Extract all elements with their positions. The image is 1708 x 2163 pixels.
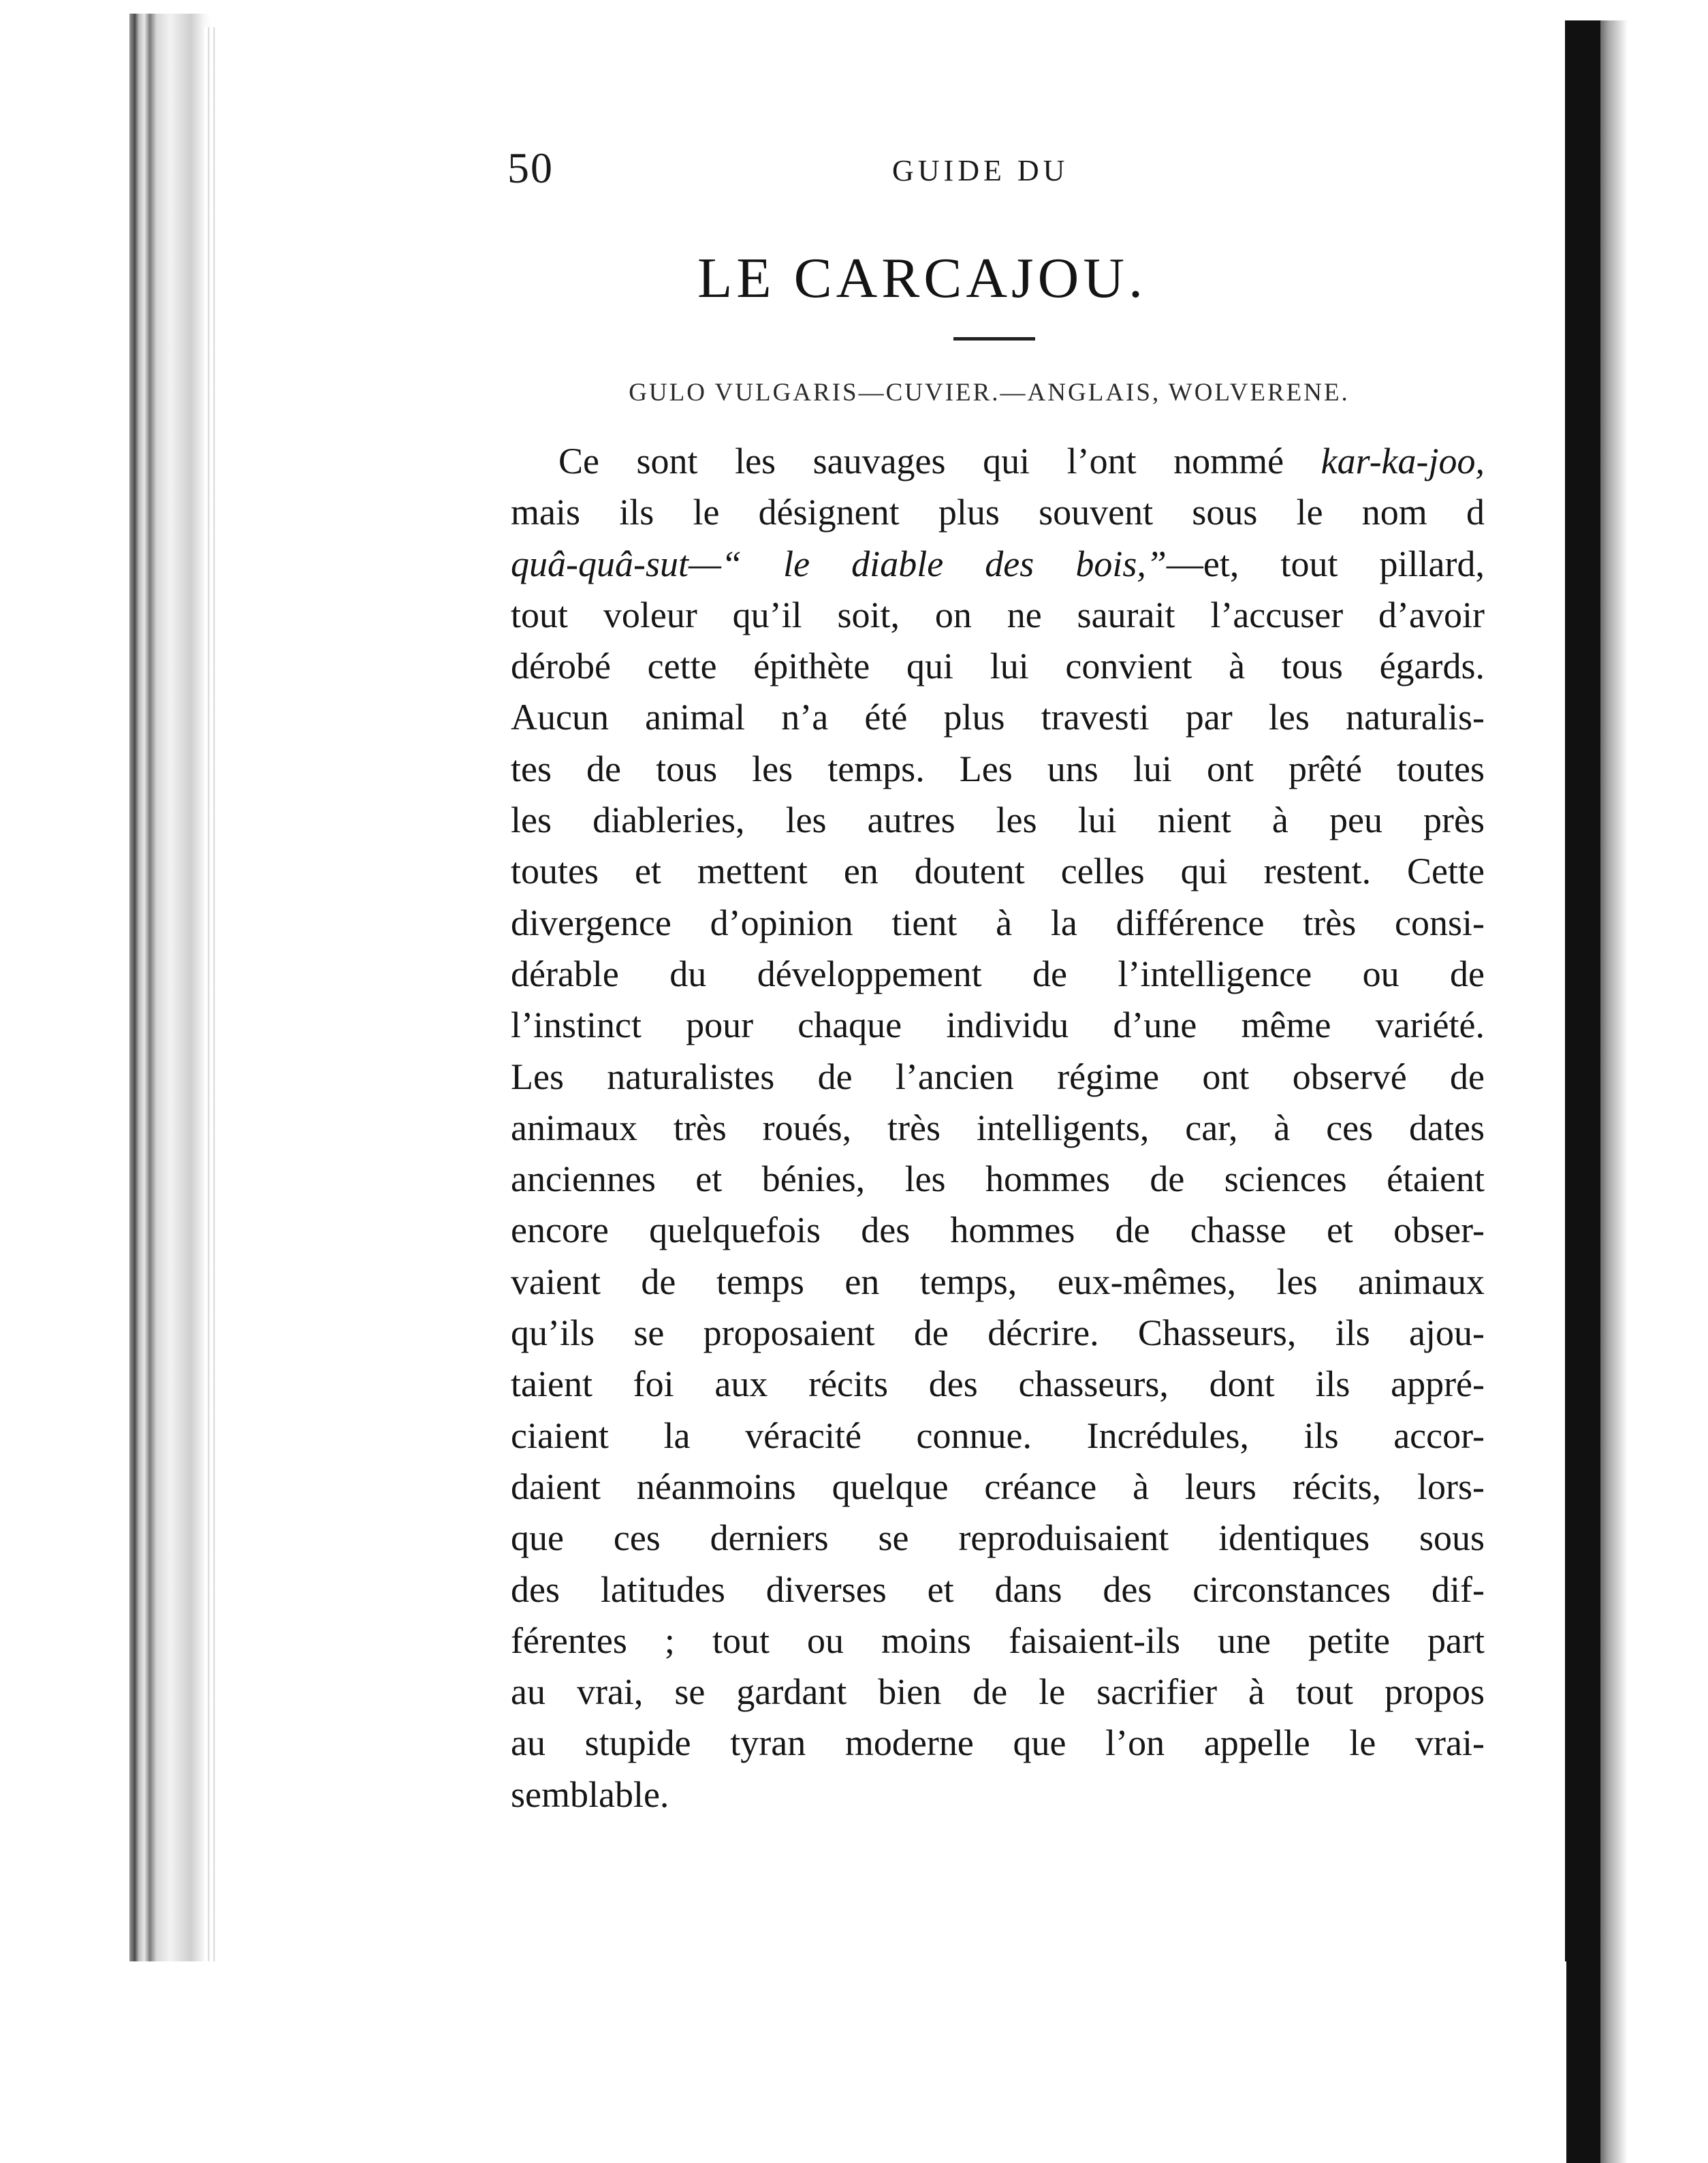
text-line: qu’ils se proposaient de décrire. Chasseurs, ils ajou- (511, 1312, 1485, 1354)
text-line: l’instinct pour chaque individu d’une même variété. (511, 1005, 1485, 1046)
text-line: divergence d’opinion tient à la différence très consi- (511, 902, 1485, 943)
text-line: Ce sont les sauvages qui l’ont nommé kar-ka-joo, (558, 441, 1485, 481)
scan-background-left (0, 0, 129, 2163)
italic-term: quâ-quâ-sut—“ (511, 543, 742, 584)
text-line: vaient de temps en temps, eux-mêmes, les animaux (511, 1261, 1485, 1302)
species-subtitle: GULO VULGARIS—CUVIER.—ANGLAIS, WOLVERENE. (629, 379, 1350, 407)
text-line: quâ-quâ-sut—“ le diable des bois,”—et, tout pillard, (511, 543, 1485, 584)
facing-page-edge (1600, 20, 1708, 2163)
text-line: dérobé cette épithète qui lui convient à tous égards. (511, 646, 1485, 687)
text-line: tout voleur qu’il soit, on ne saurait l’accuser d’avoir (511, 594, 1485, 635)
text-line: daient néanmoins quelque créance à leurs récits, lors- (511, 1466, 1485, 1507)
text-line: toutes et mettent en doutent celles qui restent. Cette (511, 851, 1485, 892)
text-line: au vrai, se gardant bien de le sacrifier à tout propos (511, 1671, 1485, 1713)
running-head: GUIDE DU (892, 154, 1069, 187)
chapter-title-wrap (0, 245, 1708, 311)
title-rule (953, 337, 1035, 341)
text-line: au stupide tyran moderne que l’on appelle le vrai- (511, 1722, 1485, 1764)
text-line: semblable. (511, 1773, 669, 1815)
text-line: les diableries, les autres les lui nient à peu près (511, 800, 1485, 841)
text-line: mais ils le désignent plus souvent sous le nom d (511, 492, 1485, 533)
text-line: anciennes et bénies, les hommes de sciences étaient (511, 1158, 1485, 1200)
italic-term: le diable des bois,” (783, 543, 1167, 584)
text-line: dérable du développement de l’intelligence ou de (511, 953, 1485, 994)
gutter-shadow (1565, 20, 1600, 2163)
text-line: animaux très roués, très intelligents, car, à ces dates (511, 1107, 1485, 1148)
text-line: Aucun animal n’a été plus travesti par les naturalis- (511, 697, 1485, 738)
text-line: tes de tous les temps. Les uns lui ont prêté toutes (511, 748, 1485, 789)
italic-term: kar-ka-joo, (1320, 441, 1485, 481)
text-line: férentes ; tout ou moins faisaient-ils une petite part (511, 1620, 1485, 1661)
text-line: des latitudes diverses et dans des circonstances dif- (511, 1568, 1485, 1610)
text-line: que ces derniers se reproduisaient identiques sous (511, 1517, 1485, 1559)
text-line: taient foi aux récits des chasseurs, dont ils appré- (511, 1363, 1485, 1405)
page-number: 50 (507, 144, 554, 192)
text-line: ciaient la véracité connue. Incrédules, ils accor- (511, 1415, 1485, 1456)
text-line: Les naturalistes de l’ancien régime ont observé de (511, 1056, 1485, 1097)
text-line: encore quelquefois des hommes de chasse et obser- (511, 1210, 1485, 1251)
scan-background-bottom (129, 1961, 1566, 2163)
body-text (511, 436, 1485, 1820)
chapter-title: LE CARCAJOU. (697, 247, 1148, 310)
